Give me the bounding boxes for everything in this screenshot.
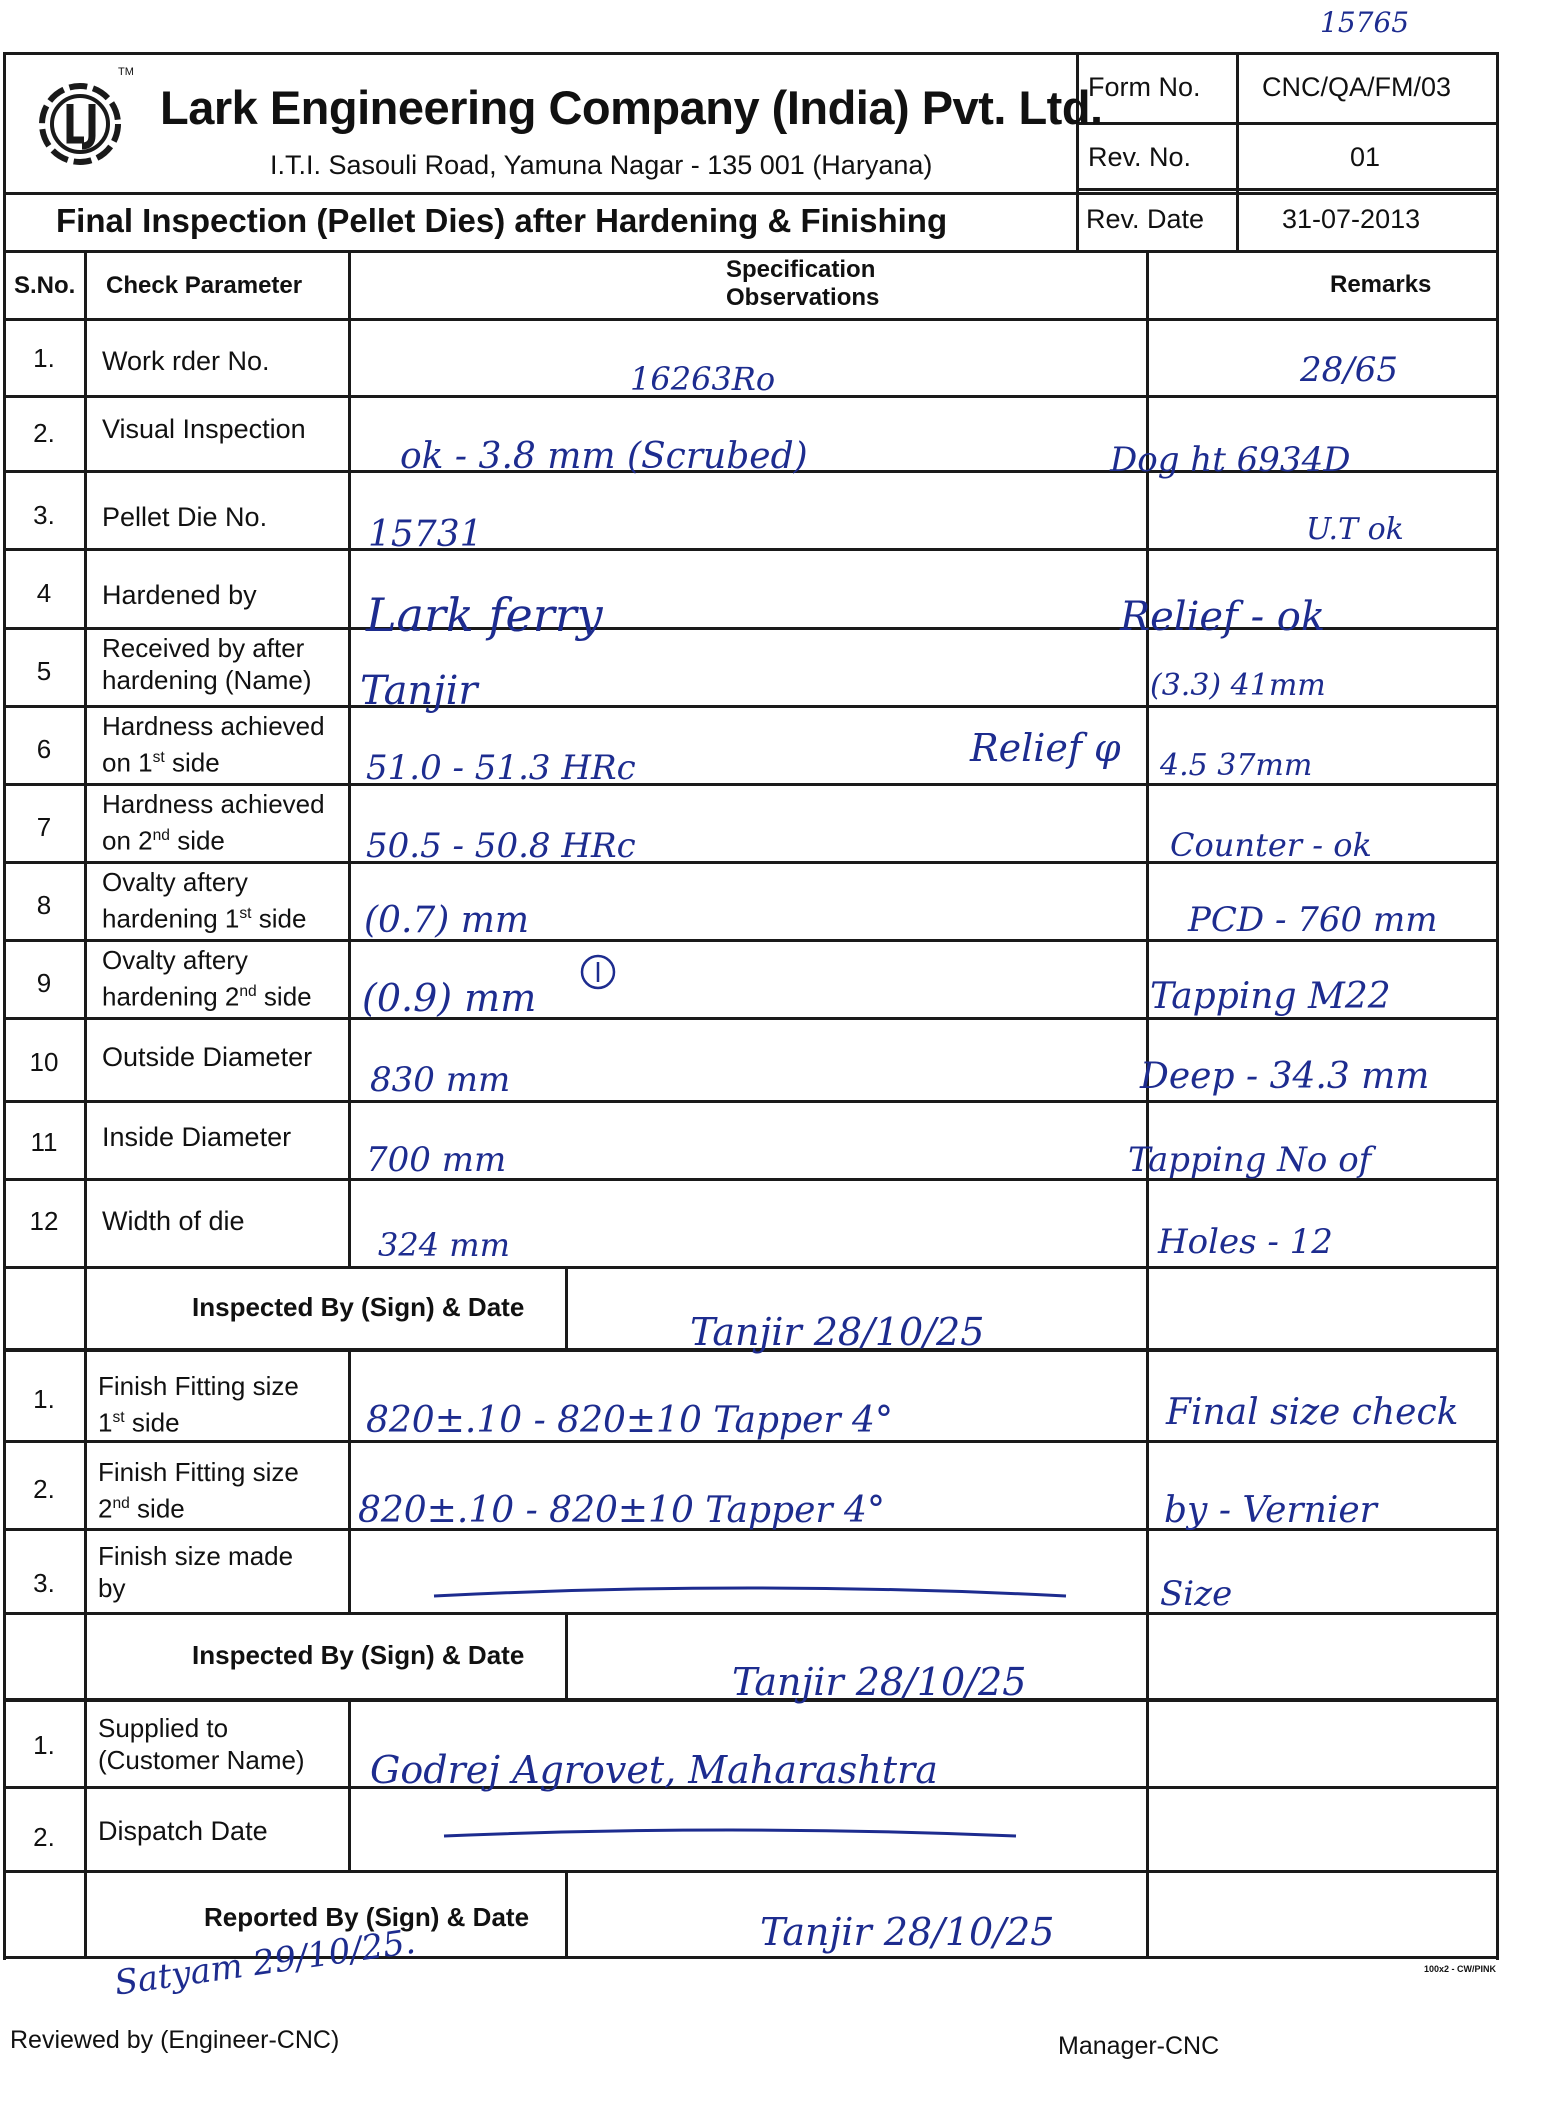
remark-value: 4.5 37mm bbox=[1160, 748, 1313, 783]
param-label: Received by after bbox=[102, 633, 305, 663]
row-number: 4 bbox=[36, 578, 52, 608]
remark-value: Final size check bbox=[1166, 1392, 1459, 1433]
param-label: Hardness achieved bbox=[102, 711, 325, 741]
param-label: Ovalty aftery bbox=[102, 867, 248, 897]
param-label: Outside Diameter bbox=[102, 1042, 313, 1072]
company-logo-icon bbox=[30, 72, 142, 172]
inspected-by-label: Inspected By (Sign) & Date bbox=[192, 1640, 525, 1670]
param-label: Finish size made bbox=[98, 1541, 294, 1571]
circled-mark-icon bbox=[578, 952, 618, 992]
row-number: 6 bbox=[36, 734, 52, 764]
col-header-sno: S.No. bbox=[14, 272, 76, 299]
param-label: Visual Inspection bbox=[102, 414, 306, 444]
row-number: 11 bbox=[30, 1127, 58, 1157]
observation-value: 830 mm bbox=[370, 1060, 511, 1100]
param-label: Dispatch Date bbox=[98, 1816, 268, 1846]
print-code: 100x2 - CW/PINK bbox=[1424, 1964, 1497, 1974]
row-number: 9 bbox=[36, 968, 52, 998]
param-label: Hardened by bbox=[102, 580, 257, 610]
remark-value: Size bbox=[1160, 1574, 1233, 1614]
inspected-signature: Tanjir 28/10/25 bbox=[732, 1660, 1027, 1704]
col-header-observations: Observations bbox=[726, 284, 880, 311]
param-label: Ovalty aftery bbox=[102, 945, 248, 975]
company-address: I.T.I. Sasouli Road, Yamuna Nagar - 135 001 (Haryana) bbox=[270, 150, 933, 180]
observation-value: 700 mm bbox=[366, 1140, 507, 1180]
col-header-specification: Specification bbox=[726, 256, 876, 283]
reported-by-label: Reported By (Sign) & Date bbox=[204, 1902, 530, 1932]
remark-value: 28/65 bbox=[1300, 350, 1398, 390]
param-label-line2: hardening (Name) bbox=[102, 665, 312, 695]
col-header-check-parameter: Check Parameter bbox=[106, 272, 303, 299]
observation-value: 820±.10 - 820±10 Tapper 4° bbox=[366, 1400, 893, 1441]
param-label: Finish Fitting size bbox=[98, 1457, 299, 1487]
remark-value: Dog ht 6934D bbox=[1110, 440, 1351, 480]
observation-value: 50.5 - 50.8 HRc bbox=[366, 826, 636, 866]
row-number: 2. bbox=[33, 1474, 55, 1504]
form-title: Final Inspection (Pellet Dies) after Hardening & Finishing bbox=[56, 202, 948, 239]
row-number: 3. bbox=[33, 1568, 55, 1598]
col-header-remarks: Remarks bbox=[1330, 271, 1432, 298]
observation-value: 16263Ro bbox=[630, 360, 776, 398]
observation-value: Lark ferry bbox=[366, 588, 603, 642]
row-number: 1. bbox=[33, 1384, 55, 1414]
param-label-line2: (Customer Name) bbox=[98, 1745, 305, 1775]
row-number: 8 bbox=[36, 890, 52, 920]
param-label: Hardness achieved bbox=[102, 789, 325, 819]
observation-value: 15731 bbox=[368, 514, 483, 555]
observation-value: ok - 3.8 mm (Scrubed) bbox=[400, 436, 808, 477]
remark-value: (3.3) 41mm bbox=[1150, 668, 1326, 703]
observation-value: 51.0 - 51.3 HRc bbox=[366, 748, 636, 788]
param-label-line2: 2nd side bbox=[98, 1493, 185, 1524]
remark-value: Tapping No of bbox=[1128, 1140, 1372, 1180]
param-label: Pellet Die No. bbox=[102, 502, 268, 532]
row-number: 2. bbox=[33, 418, 55, 448]
form-no-label: Form No. bbox=[1088, 72, 1201, 102]
remark-value: U.T ok bbox=[1306, 512, 1404, 547]
param-label: Supplied to bbox=[98, 1713, 229, 1743]
top-note: 15765 bbox=[1320, 6, 1410, 39]
param-label: Inside Diameter bbox=[102, 1122, 292, 1152]
row-number: 5 bbox=[36, 656, 52, 686]
row-number: 1. bbox=[33, 1730, 55, 1760]
company-name: Lark Engineering Company (India) Pvt. Ltd. bbox=[160, 81, 1103, 134]
remark-value: Relief - ok bbox=[1120, 594, 1326, 640]
rev-no-label: Rev. No. bbox=[1088, 142, 1192, 172]
row-number: 3. bbox=[33, 500, 55, 530]
remark-value: Holes - 12 bbox=[1158, 1222, 1333, 1262]
manager-label: Manager-CNC bbox=[1058, 2032, 1220, 2060]
relief-note: Relief φ bbox=[970, 726, 1121, 770]
param-label: Width of die bbox=[102, 1206, 245, 1236]
param-label: Finish Fitting size bbox=[98, 1371, 299, 1401]
remark-value: Deep - 34.3 mm bbox=[1140, 1056, 1430, 1097]
trademark-mark: TM bbox=[118, 66, 134, 78]
reviewer-signature: Satyam 29/10/25. bbox=[112, 1921, 418, 2004]
strike-line bbox=[440, 1826, 1020, 1846]
row-number: 7 bbox=[36, 812, 52, 842]
param-label-line2: on 2nd side bbox=[102, 825, 225, 856]
param-label-line2: 1st side bbox=[98, 1407, 180, 1438]
form-no-value: CNC/QA/FM/03 bbox=[1262, 72, 1452, 102]
row-number: 10 bbox=[29, 1047, 59, 1077]
param-label: Work rder No. bbox=[102, 346, 270, 376]
observation-value: 324 mm bbox=[378, 1226, 510, 1264]
observation-value: (0.7) mm bbox=[364, 900, 530, 941]
rev-date-label: Rev. Date bbox=[1086, 204, 1205, 234]
customer-name-value: Godrej Agrovet, Maharashtra bbox=[370, 1748, 938, 1792]
observation-value: 820±.10 - 820±10 Tapper 4° bbox=[358, 1490, 885, 1531]
param-label-line2: on 1st side bbox=[102, 747, 220, 778]
row-number: 2. bbox=[33, 1822, 55, 1852]
remark-value: PCD - 760 mm bbox=[1188, 900, 1438, 940]
remark-value: Tapping M22 bbox=[1150, 976, 1391, 1017]
strike-line bbox=[430, 1584, 1070, 1604]
reported-signature: Tanjir 28/10/25 bbox=[760, 1910, 1055, 1954]
rev-date-value: 31-07-2013 bbox=[1282, 204, 1421, 234]
remark-value: by - Vernier bbox=[1164, 1490, 1377, 1531]
inspected-by-label: Inspected By (Sign) & Date bbox=[192, 1292, 525, 1322]
inspected-signature: Tanjir 28/10/25 bbox=[690, 1310, 985, 1354]
remark-value: Counter - ok bbox=[1170, 826, 1372, 864]
observation-value: Tanjir bbox=[360, 668, 478, 714]
param-label-line2: hardening 2nd side bbox=[102, 981, 312, 1012]
reviewed-by-label: Reviewed by (Engineer-CNC) bbox=[10, 2026, 340, 2054]
rev-no-value: 01 bbox=[1350, 142, 1381, 172]
row-number: 12 bbox=[29, 1206, 59, 1236]
param-label-line2: hardening 1st side bbox=[102, 903, 307, 934]
row-number: 1. bbox=[33, 343, 55, 373]
param-label-line2: by bbox=[98, 1573, 126, 1603]
observation-value: (0.9) mm bbox=[362, 976, 537, 1020]
